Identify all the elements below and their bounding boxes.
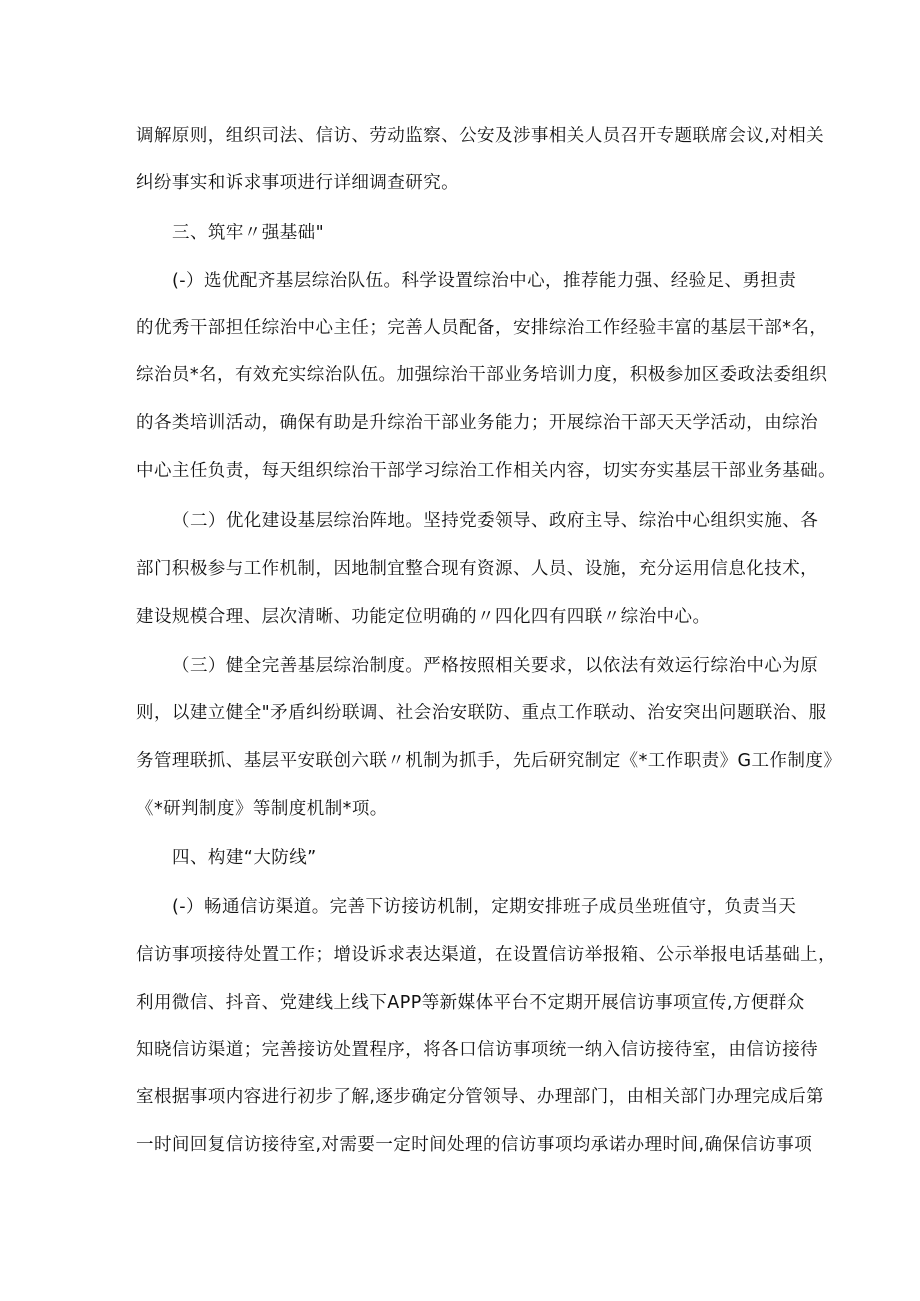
paragraph-line: 建设规模合理、层次清晰、功能定位明确的〃四化四有四联〃综治中心。 xyxy=(136,607,711,627)
paragraph-line: 知晓信访渠道；完善接访处置程序，将各口信访事项统一纳入信访接待室，由信访接待 xyxy=(136,1040,819,1060)
paragraph-line: 《*研判制度》等制度机制*项。 xyxy=(136,799,388,819)
section-heading: 四、构建“大防线” xyxy=(172,848,317,868)
paragraph-line: 综治员*名，有效充实综治队伍。加强综治干部业务培训力度，积极参加区委政法委组织 xyxy=(136,365,828,385)
paragraph-line: （三）健全完善基层综治制度。严格按照相关要求，以依法有效运行综治中心为原 xyxy=(172,656,819,676)
paragraph-line: 务管理联抓、基层平安联创六联〃机制为抓手，先后研究制定《*工作职责》G工作制度》 xyxy=(136,751,842,771)
paragraph-line: 部门积极参与工作机制，因地制宜整合现有资源、人员、设施，充分运用信息化技术， xyxy=(136,559,819,579)
paragraph-line: 室根据事项内容进行初步了解,逐步确定分管领导、办理部门，由相关部门办理完成后第 xyxy=(136,1087,825,1107)
paragraph-line: 的优秀干部担任综治中心主任；完善人员配备，安排综治工作经验丰富的基层干部*名， xyxy=(136,318,828,338)
paragraph-line: 利用微信、抖音、党建线上线下APP等新媒体平台不定期开展信访事项宣传,方便群众 xyxy=(136,993,805,1013)
paragraph-line: 调解原则，组织司法、信访、劳动监察、公安及涉事相关人员召开专题联席会议,对相关 xyxy=(136,126,825,146)
paragraph-line: (-）畅通信访渠道。完善下访接访机制，定期安排班子成员坐班值守，负责当天 xyxy=(172,897,797,917)
paragraph-line: （二）优化建设基层综治阵地。坚持党委领导、政府主导、综治中心组织实施、各 xyxy=(172,511,819,531)
paragraph-line: 信访事项接待处置工作；增设诉求表达渠道，在设置信访举报箱、公示举报电话基础上， xyxy=(136,945,837,965)
paragraph-line: 中心主任负责，每天组织综治干部学习综治工作相关内容，切实夯实基层干部业务基础。 xyxy=(136,461,837,481)
section-heading: 三、筑牢〃强基础" xyxy=(172,223,325,243)
paragraph-line: (-）选优配齐基层综治队伍。科学设置综治中心，推荐能力强、经验足、勇担责 xyxy=(172,271,797,291)
paragraph-line: 则，以建立健全"矛盾纠纷联调、社会治安联防、重点工作联动、治安突出问题联治、服 xyxy=(136,703,827,723)
paragraph-line: 纠纷事实和诉求事项进行详细调查研究。 xyxy=(136,173,460,193)
paragraph-line: 的各类培训活动，确保有助是升综治干部业务能力；开展综治干部天天学活动，由综治 xyxy=(136,413,819,433)
paragraph-line: 一时间回复信访接待室,对需要一定时间处理的信访事项均承诺办理时间,确保信访事项 xyxy=(136,1135,813,1155)
